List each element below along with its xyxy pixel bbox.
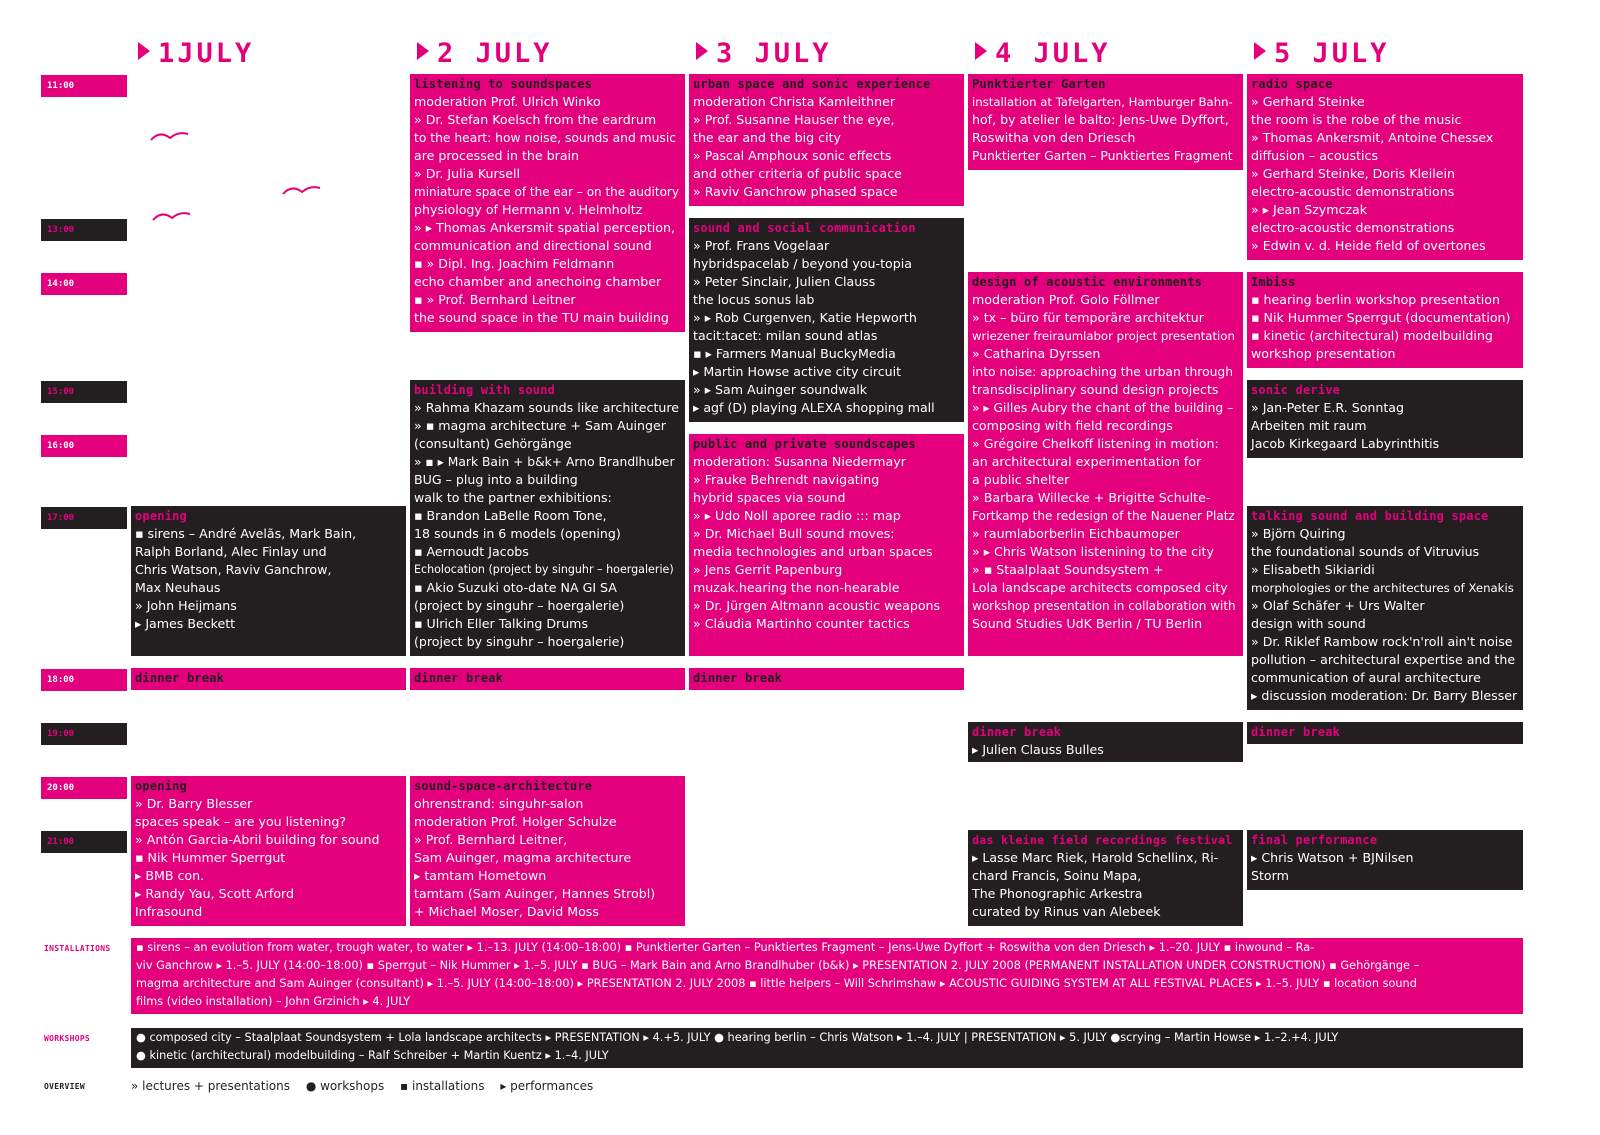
session-line: (project by singuhr – hoergalerie) (414, 598, 625, 613)
installations-line: ▪ sirens – an evolution from water, trough water, to water ▸ 1.–13. JULY (14:00–18:00) ▪ Punktierter Garten – Punktiertes Fragment – Jens-Uwe Dyffort + Roswitha von den Driesch ▸ 1.–20. JULY ▪ inwound – Ra- (136, 941, 1315, 954)
session-line: ▪ Brandon LaBelle Room Tone, (414, 508, 607, 523)
triangle-icon (975, 42, 987, 60)
session-line: Echolocation (project by singuhr – hoergalerie) (414, 563, 674, 576)
session-line: composing with field recordings (972, 418, 1173, 433)
session-line: an architectural experimentation for (972, 454, 1202, 469)
day-header-3 (696, 38, 832, 69)
session-line: pollution – architectural expertise and the (1251, 652, 1516, 667)
legend-lectures: » lectures + presentations (131, 1079, 290, 1093)
session-line: ohrenstrand: singuhr-salon (414, 796, 584, 811)
session-line: » Dr. Jürgen Altmann acoustic weapons (693, 598, 941, 613)
session-line: Lola landscape architects composed city (972, 580, 1228, 595)
session-line: » ▪ magma architecture + Sam Auinger (414, 418, 666, 433)
session-line: » Gerhard Steinke, Doris Kleilein (1251, 166, 1455, 181)
time-label: 11:00 (41, 75, 127, 97)
session-line: The Phonographic Arkestra (972, 886, 1143, 901)
session-building-with-sound (410, 380, 685, 656)
session-dinner-break (968, 722, 1243, 762)
session-line: » Dr. Julia Kursell (414, 166, 520, 181)
session-line: moderation Christa Kamleithner (693, 94, 896, 109)
session-line: ▪ sirens – André Avelãs, Mark Bain, (135, 526, 357, 541)
session-line: 18 sounds in 6 models (opening) (414, 526, 621, 541)
session-line: » Frauke Behrendt navigating (693, 472, 880, 487)
session-line: » Barbara Willecke + Brigitte Schulte- (972, 490, 1211, 505)
session-line: Chris Watson, Raviv Ganchrow, (135, 562, 332, 577)
session-line: physiology of Hermann v. Helmholtz (414, 202, 643, 217)
session-line: » tx – büro für temporäre architektur (972, 310, 1204, 325)
session-line: » Pascal Amphoux sonic effects (693, 148, 892, 163)
session-line: diffusion – acoustics (1251, 148, 1379, 163)
session-line: » Gerhard Steinke (1251, 94, 1365, 109)
session-opening-day1 (131, 506, 406, 656)
session-line: ▸ BMB con. (135, 868, 205, 883)
session-line: to the heart: how noise, sounds and music (414, 131, 677, 145)
session-title: urban space and sonic experience (693, 77, 931, 91)
session-line: electro-acoustic demonstrations (1251, 184, 1455, 199)
session-line: ▪ kinetic (architectural) modelbuilding (1251, 328, 1493, 343)
session-line: » Dr. Michael Bull sound moves: (693, 526, 895, 541)
session-title: dinner break (414, 671, 504, 685)
session-line: Infrasound (135, 904, 203, 919)
session-line: (consultant) Gehörgänge (414, 436, 572, 451)
session-title: listening to soundspaces (414, 77, 593, 91)
session-line: » ▪ Staalplaat Soundsystem + (972, 562, 1164, 577)
session-line: » Prof. Frans Vogelaar (693, 238, 830, 253)
session-line: workshop presentation in collaboration with (972, 599, 1236, 613)
session-title: final performance (1251, 833, 1378, 847)
day-label: 3 JULY (716, 38, 832, 69)
session-title: radio space (1251, 77, 1333, 91)
session-line: ▪ Aernoudt Jacobs (414, 544, 529, 559)
session-line: transdisciplinary sound design projects (972, 382, 1219, 397)
session-line: » Dr. Stefan Koelsch from the eardrum (414, 112, 657, 127)
session-line: electro-acoustic demonstrations (1251, 220, 1455, 235)
session-line: » John Heijmans (135, 598, 237, 613)
session-line: echo chamber and anechoing chamber (414, 274, 662, 289)
session-line: » Raviv Ganchrow phased space (693, 184, 898, 199)
session-line: into noise: approaching the urban through (972, 365, 1233, 379)
triangle-icon (138, 42, 150, 60)
session-line: » ▸ Thomas Ankersmit spatial perception, (414, 220, 675, 235)
session-line: » Björn Quiring (1251, 526, 1346, 541)
session-line: hof, by atelier le balto: Jens-Uwe Dyffort, (972, 112, 1229, 127)
session-line: are processed in the brain (414, 148, 580, 163)
session-line: » Grégoire Chelkoff listening in motion: (972, 436, 1219, 451)
session-line: and other criteria of public space (693, 166, 902, 181)
session-line: miniature space of the ear – on the auditory (414, 185, 679, 199)
session-line: ▸ Martin Howse active city circuit (693, 364, 902, 379)
session-line: the sound space in the TU main building (414, 310, 669, 325)
session-line: tamtam (Sam Auinger, Hannes Strobl) (414, 886, 656, 901)
session-line: ▪ » Dipl. Ing. Joachim Feldmann (414, 256, 615, 271)
session-title: talking sound and building space (1251, 509, 1489, 523)
session-title: Punktierter Garten (972, 77, 1106, 91)
day-header-2 (417, 38, 553, 69)
session-public-private-soundscapes (689, 434, 964, 656)
session-line: Fortkamp the redesign of the Nauener Platz (972, 509, 1235, 523)
session-line: » Prof. Bernhard Leitner, (414, 832, 568, 847)
session-line: workshop presentation (1251, 346, 1396, 361)
session-title: Imbiss (1251, 275, 1296, 289)
installations-line: magma architecture and Sam Auinger (consultant) ▸ 1.–5. JULY (14:00–18:00) ▸ PRESENTATION 2. JULY 2008 ▪ little helpers – Will Schrimshaw ▸ ACOUSTIC GUIDING SYSTEM AT ALL FESTIVAL PLACES ▸ 1.–5. JULY ▪ location sound (136, 977, 1417, 990)
day-label: 1JULY (158, 38, 255, 69)
session-line: communication and directional sound (414, 238, 652, 253)
session-line: » Prof. Susanne Hauser the eye, (693, 112, 895, 127)
session-line: » Dr. Barry Blesser (135, 796, 253, 811)
session-line: » Peter Sinclair, Julien Clauss (693, 274, 876, 289)
session-line: ▪ Akio Suzuki oto-date NA GI SA (414, 580, 617, 595)
session-line: » Cláudia Martinho counter tactics (693, 616, 910, 631)
session-line: » raumlaborberlin Eichbaumoper (972, 526, 1180, 541)
session-field-recordings-festival (968, 830, 1243, 926)
session-line: » ▸ Rob Curgenven, Katie Hepworth (693, 310, 917, 325)
session-line: » Jan-Peter E.R. Sonntag (1251, 400, 1405, 415)
session-imbiss (1247, 272, 1523, 368)
session-line: » Jens Gerrit Papenburg (693, 562, 843, 577)
session-line: ▸ Chris Watson + BJNilsen (1251, 850, 1414, 865)
session-line: » ▪ ▸ Mark Bain + b&k+ Arno Brandlhuber (414, 455, 675, 469)
session-line: » Edwin v. d. Heide field of overtones (1251, 238, 1486, 253)
session-line: ▸ Lasse Marc Riek, Harold Schellinx, Ri- (972, 850, 1219, 865)
session-final-performance (1247, 830, 1523, 890)
day-label: 5 JULY (1274, 38, 1390, 69)
workshops-bar (131, 1028, 1523, 1068)
time-label: 13:00 (41, 219, 127, 241)
session-line: » Catharina Dyrssen (972, 346, 1101, 361)
session-line: » ▸ Sam Auinger soundwalk (693, 382, 868, 397)
session-title: sound-space-architecture (414, 779, 593, 793)
session-line: moderation Prof. Ulrich Winko (414, 94, 601, 109)
bird-icon (150, 128, 190, 144)
session-dinner-break (131, 668, 406, 690)
day-header-5 (1254, 38, 1390, 69)
session-title: opening (135, 779, 187, 793)
session-line: ▪ Nik Hummer Sperrgut (documentation) (1251, 310, 1511, 325)
session-line: the foundational sounds of Vitruvius (1251, 544, 1480, 559)
session-line: wriezener freiraumlabor project presentation (972, 329, 1235, 343)
session-line: ▸ agf (D) playing ALEXA shopping mall (693, 400, 935, 415)
time-label: 16:00 (41, 435, 127, 457)
session-line: ▪ hearing berlin workshop presentation (1251, 292, 1500, 307)
day-label: 4 JULY (995, 38, 1111, 69)
session-radio-space (1247, 74, 1523, 260)
session-line: Ralph Borland, Alec Finlay und (135, 544, 327, 559)
session-urban-space (689, 74, 964, 206)
session-line: ▪ » Prof. Bernhard Leitner (414, 292, 576, 307)
session-title: design of acoustic environments (972, 275, 1203, 289)
session-line: ▸ Randy Yau, Scott Arford (135, 886, 294, 901)
workshops-line: ● kinetic (architectural) modelbuilding – Ralf Schreiber + Martin Kuentz ▸ 1.–4. JULY (136, 1049, 609, 1062)
session-title: public and private soundscapes (693, 437, 916, 451)
time-label: 21:00 (41, 831, 127, 853)
workshops-label: WORKSHOPS (44, 1034, 91, 1043)
triangle-icon (417, 42, 429, 60)
session-talking-sound (1247, 506, 1523, 710)
session-line: the ear and the big city (693, 130, 841, 145)
session-sound-space-architecture (410, 776, 685, 926)
triangle-icon (696, 42, 708, 60)
bird-icon (282, 182, 322, 198)
session-line: » Thomas Ankersmit, Antoine Chessex (1251, 130, 1494, 145)
session-title: building with sound (414, 383, 556, 397)
session-line: BUG – plug into a building (414, 472, 578, 487)
session-title: dinner break (1251, 725, 1341, 739)
session-title: das kleine field recordings festival (972, 833, 1233, 847)
session-line: walk to the partner exhibitions: (414, 490, 612, 505)
legend-workshops: ● workshops (305, 1079, 385, 1093)
session-line: ▪ Nik Hummer Sperrgut (135, 850, 286, 865)
session-dinner-break (1247, 722, 1523, 744)
session-line: the locus sonus lab (693, 292, 815, 307)
session-design-acoustic-environments (968, 272, 1243, 656)
session-line: » ▸ Udo Noll aporee radio ::: map (693, 508, 901, 523)
session-line: communication of aural architecture (1251, 670, 1481, 685)
session-sound-social-communication (689, 218, 964, 422)
session-title: dinner break (693, 671, 783, 685)
session-line: a public shelter (972, 472, 1070, 487)
session-line: (project by singuhr – hoergalerie) (414, 634, 625, 649)
session-line: Sam Auinger, magma architecture (414, 850, 632, 865)
session-line: the room is the robe of the music (1251, 112, 1462, 127)
session-line: ▪ ▸ Farmers Manual BuckyMedia (693, 346, 896, 361)
legend-installations: ▪ installations (400, 1079, 485, 1093)
session-line: chard Francis, Soinu Mapa, (972, 868, 1142, 883)
session-line: hybridspacelab / beyond you-topia (693, 256, 912, 271)
session-title: sonic derive (1251, 383, 1341, 397)
session-line: ▸ discussion moderation: Dr. Barry Blesser (1251, 688, 1518, 703)
session-line: media technologies and urban spaces (693, 544, 933, 559)
session-line: Storm (1251, 868, 1289, 883)
session-dinner-break (410, 668, 685, 690)
session-line: Punktierter Garten – Punktiertes Fragment (972, 149, 1233, 163)
overview-legend (131, 1079, 605, 1093)
session-line: tacit:tacet: milan sound atlas (693, 328, 878, 343)
session-title: opening (135, 509, 187, 523)
session-line: » Antón Garcia-Abril building for sound (135, 832, 380, 847)
session-line: » ▸ Chris Watson listenining to the city (972, 544, 1214, 559)
session-line: Arbeiten mit raum (1251, 418, 1367, 433)
session-line: » Olaf Schäfer + Urs Walter (1251, 598, 1425, 613)
overview-label: OVERVIEW (44, 1082, 85, 1091)
installations-label: INSTALLATIONS (44, 944, 111, 953)
bird-icon (152, 208, 192, 224)
session-line: + Michael Moser, David Moss (414, 904, 599, 919)
legend-performances: ▸ performances (500, 1079, 594, 1093)
day-header-4 (975, 38, 1111, 69)
time-label: 19:00 (41, 723, 127, 745)
session-line: Jacob Kirkegaard Labyrinthitis (1251, 436, 1440, 451)
installations-line: films (video installation) – John Grzinich ▸ 4. JULY (136, 995, 411, 1008)
session-opening-evening (131, 776, 406, 926)
session-listening-to-soundspaces (410, 74, 685, 332)
session-line: » ▸ Gilles Aubry the chant of the building – (972, 401, 1234, 415)
time-label: 15:00 (41, 381, 127, 403)
triangle-icon (1254, 42, 1266, 60)
session-line: Roswitha von den Driesch (972, 130, 1136, 145)
session-line: Max Neuhaus (135, 580, 221, 595)
session-line: design with sound (1251, 616, 1366, 631)
time-label: 18:00 (41, 669, 127, 691)
session-sonic-derive (1247, 380, 1523, 458)
session-title: dinner break (972, 725, 1062, 739)
installations-line: viv Ganchrow ▸ 1.–5. JULY (14:00–18:00) ▪ Sperrgut – Nik Hummer ▸ 1.–5. JULY ▪ BUG – Mark Bain and Arno Brandlhuber (b&k) ▸ PRESENTATION 2. JULY 2008 (PERMANENT INSTALLATION UNDER CONSTRUCTION) ▪ Gehörgänge – (136, 959, 1420, 972)
session-line: moderation Prof. Golo Föllmer (972, 292, 1160, 307)
time-label: 17:00 (41, 507, 127, 529)
session-line: morphologies or the architectures of Xenakis (1251, 581, 1514, 595)
session-line: moderation: Susanna Niedermayr (693, 454, 906, 469)
session-line: muzak.hearing the non-hearable (693, 580, 900, 595)
session-line: » Elisabeth Sikiaridi (1251, 562, 1375, 577)
session-title: dinner break (135, 671, 225, 685)
session-punktierter-garten (968, 74, 1243, 170)
session-line: hybrid spaces via sound (693, 490, 846, 505)
time-label: 20:00 (41, 777, 127, 799)
session-line: » ▸ Jean Szymczak (1251, 202, 1368, 217)
session-line: ▸ tamtam Hometown (414, 868, 547, 883)
session-line: installation at Tafelgarten, Hamburger Bahn- (972, 95, 1233, 109)
day-label: 2 JULY (437, 38, 553, 69)
session-line: curated by Rinus van Alebeek (972, 904, 1161, 919)
session-title: sound and social communication (693, 221, 916, 235)
session-line: ▸ Julien Clauss Bulles (972, 742, 1104, 757)
session-line: » Rahma Khazam sounds like architecture (414, 400, 680, 415)
workshops-line: ● composed city – Staalplaat Soundsystem + Lola landscape architects ▸ PRESENTATION ▸ 4.+5. JULY ● hearing berlin – Chris Watson ▸ 1.–4. JULY | PRESENTATION ▸ 5. JULY ●scrying – Martin Howse ▸ 1.–2.+4. JULY (136, 1031, 1339, 1044)
session-line: » Dr. Riklef Rambow rock'n'roll ain't noise (1251, 634, 1513, 649)
session-dinner-break (689, 668, 964, 690)
session-line: ▸ James Beckett (135, 616, 236, 631)
installations-bar (131, 938, 1523, 1014)
day-header-1 (138, 38, 254, 69)
session-line: ▪ Ulrich Eller Talking Drums (414, 616, 589, 631)
time-label: 14:00 (41, 273, 127, 295)
session-line: spaces speak – are you listening? (135, 814, 347, 829)
session-line: Sound Studies UdK Berlin / TU Berlin (972, 616, 1203, 631)
session-line: moderation Prof. Holger Schulze (414, 814, 617, 829)
